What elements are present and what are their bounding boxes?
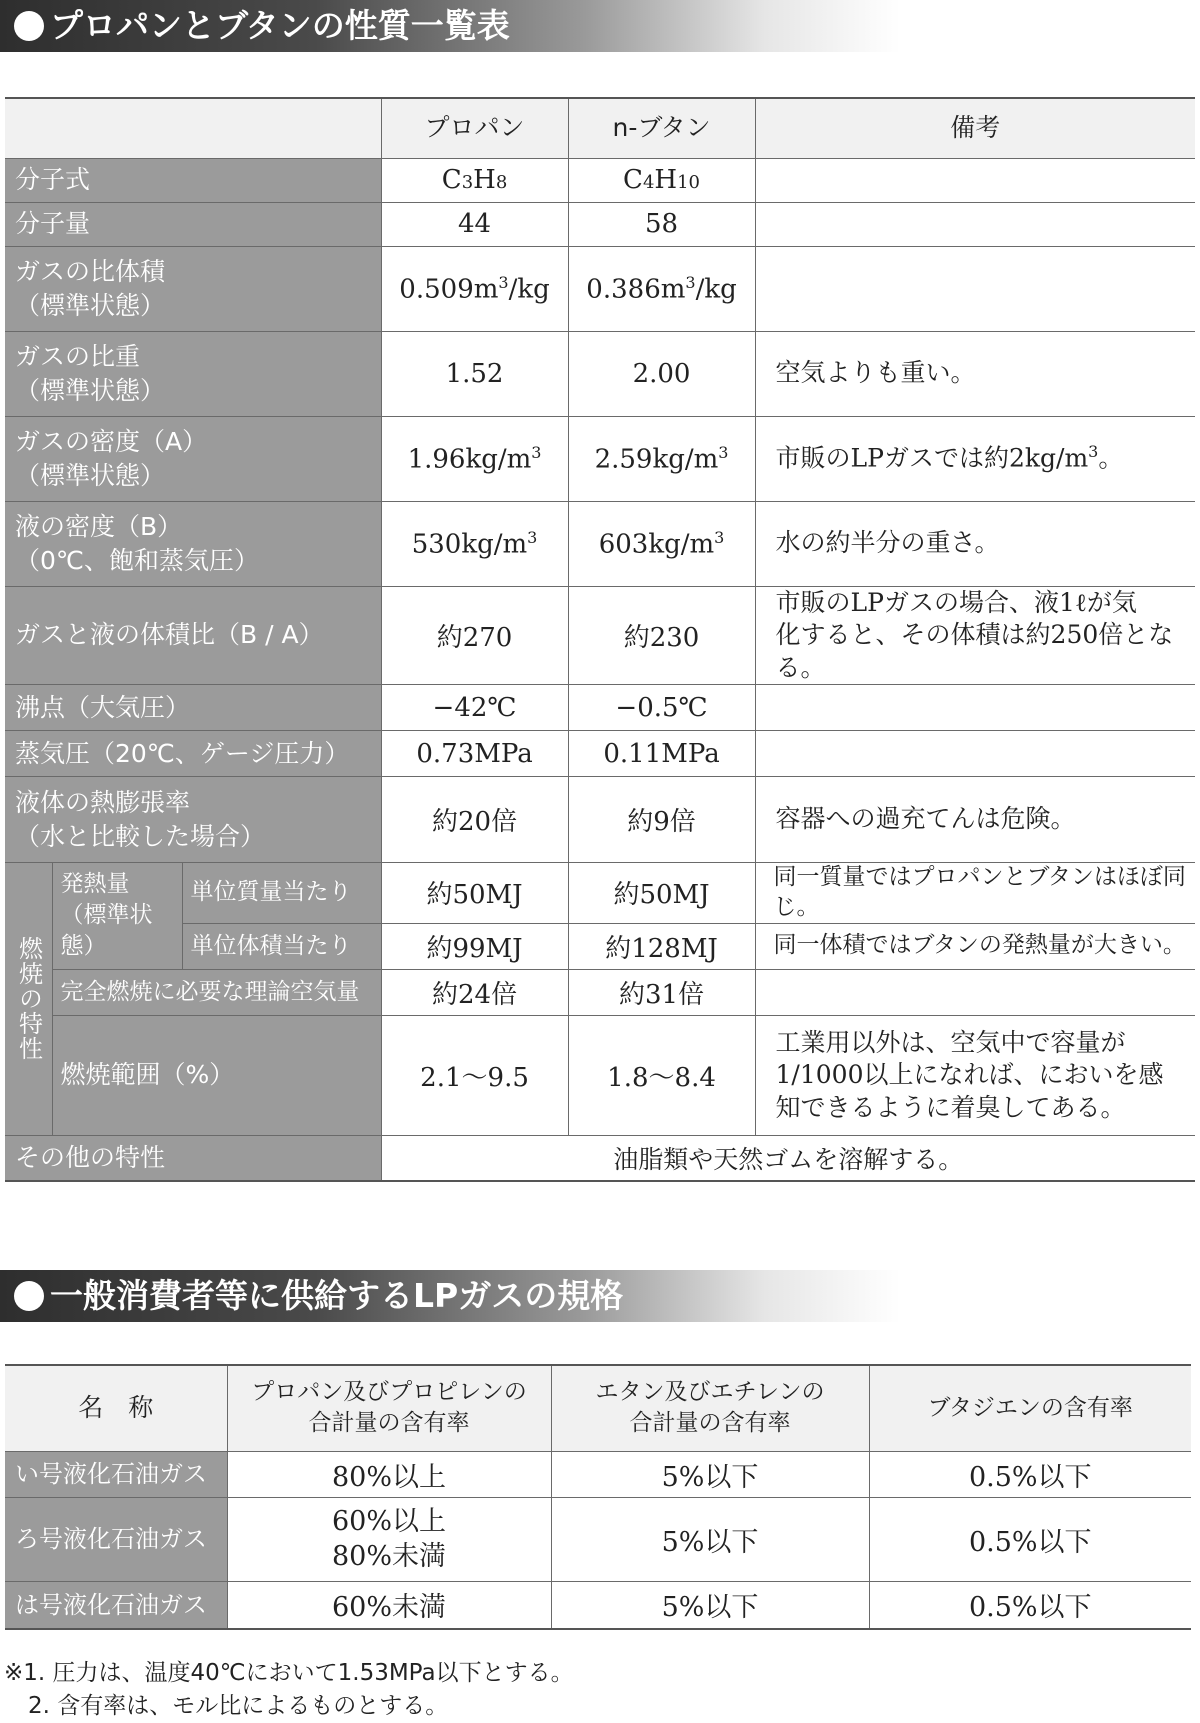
gas-name: ろ号液化石油ガス [5,1497,227,1581]
remark [755,246,1195,331]
table-row [5,586,1195,685]
table-row [5,158,1195,202]
butadiene-content: 0.5%以下 [869,1497,1191,1581]
row-label: ガスと液の体積比（B / A） [5,586,381,685]
header-ethane: エタン及びエチレンの 合計量の含有率 [551,1365,869,1451]
table-row [5,969,1195,1015]
remark [755,202,1195,246]
row-label: ガスの比重 （標準状態） [5,331,381,416]
row-label: 単位質量当たり [182,863,381,924]
propane-value: $530kg/m^3$ [381,501,568,586]
propane-value: −42℃ [381,685,568,731]
propane-value: C3H8 [381,158,568,202]
remark: 市販のLPガスの場合、液1ℓが気 化すると、その体積は約250倍となる。 [755,586,1195,685]
table-row [5,1497,1191,1581]
table-row [5,501,1195,586]
table-row [5,777,1195,863]
header-butane: n-ブタン [568,98,755,158]
remark: 水の約半分の重さ。 [755,501,1195,586]
bullet-icon [14,1281,44,1311]
propane-value: 1.52 [381,331,568,416]
row-label: 液体の熱膨張率 （水と比較した場合） [5,777,381,863]
table-row [5,863,1195,924]
propane-content: 60%未満 [227,1581,551,1629]
footnotes [4,1657,574,1723]
table-row [5,1135,1195,1181]
row-label: 沸点（大気圧） [5,685,381,731]
table-row [5,1581,1191,1629]
combustion-group-label: 燃焼の特性 [5,863,52,1136]
row-label: 単位体積当たり [182,923,381,969]
propane-value: 約24倍 [381,969,568,1015]
row-label: 分子量 [5,202,381,246]
header-propane: プロパン及びプロピレンの 合計量の含有率 [227,1365,551,1451]
header-row [5,1365,1191,1451]
row-label: その他の特性 [5,1135,381,1181]
butane-value: 約230 [568,586,755,685]
row-label: ガスの密度（A） （標準状態） [5,416,381,501]
footnote: ※1. 圧力は、温度40℃において1.53MPa以下とする。 [4,1660,574,1686]
remark: 市販のLPガスでは約$2kg/m^3$。 [755,416,1195,501]
butane-value: 2.00 [568,331,755,416]
ethane-content: 5%以下 [551,1451,869,1497]
butane-value: 約31倍 [568,969,755,1015]
remark: 工業用以外は、空気中で容量が 1/1000以上になれば、においを感 知できるように着臭してある。 [755,1015,1195,1135]
table-row [5,246,1195,331]
butane-value: −0.5℃ [568,685,755,731]
row-label: 燃焼範囲（%） [52,1015,381,1135]
remark [755,731,1195,777]
butane-value: 58 [568,202,755,246]
section-header-standards [0,1270,900,1322]
butane-value: 1.8〜8.4 [568,1015,755,1135]
header-propane: プロパン [381,98,568,158]
header-name: 名 称 [5,1365,227,1451]
gas-name: は号液化石油ガス [5,1581,227,1629]
table-row [5,923,1195,969]
header-butadiene: ブタジエンの含有率 [869,1365,1191,1451]
remark: 同一体積ではブタンの発熱量が大きい。 [755,923,1195,969]
remark [755,969,1195,1015]
bullet-icon [14,11,44,41]
other-value: 油脂類や天然ゴムを溶解する。 [381,1135,1195,1181]
gas-name: い号液化石油ガス [5,1451,227,1497]
butane-value: $2.59kg/m^3$ [568,416,755,501]
propane-value: 44 [381,202,568,246]
butane-value: 約9倍 [568,777,755,863]
propane-content: 80%以上 [227,1451,551,1497]
butadiene-content: 0.5%以下 [869,1451,1191,1497]
remark: 同一質量ではプロパンとブタンはほぼ同じ。 [755,863,1195,924]
remark: 容器への過充てんは危険。 [755,777,1195,863]
propane-value: 約20倍 [381,777,568,863]
propane-content: 60%以上 80%未満 [227,1497,551,1581]
propane-value: 約50MJ [381,863,568,924]
butane-value: 0.11MPa [568,731,755,777]
table-row [5,1015,1195,1135]
section-title: プロパンとブタンの性質一覧表 [50,6,510,45]
butane-value: $603kg/m^3$ [568,501,755,586]
remark [755,685,1195,731]
ethane-content: 5%以下 [551,1581,869,1629]
table-row [5,202,1195,246]
row-label: 蒸気圧（20℃、ゲージ圧力） [5,731,381,777]
table-row [5,731,1195,777]
butane-value: $0.386m^3/kg$ [568,246,755,331]
standards-table [5,1364,1191,1630]
header-remarks: 備考 [755,98,1195,158]
row-label: 液の密度（B） （0℃、飽和蒸気圧） [5,501,381,586]
table-row [5,416,1195,501]
header-blank [5,98,381,158]
row-label: 分子式 [5,158,381,202]
heat-label: 発熱量 （標準状態） [52,863,182,970]
propane-value: 約270 [381,586,568,685]
table-row [5,331,1195,416]
section-header-properties [0,0,900,52]
section-title: 一般消費者等に供給するLPガスの規格 [50,1276,624,1315]
propane-value: 2.1〜9.5 [381,1015,568,1135]
table-row [5,685,1195,731]
propane-value: 0.73MPa [381,731,568,777]
properties-table [5,97,1195,1182]
row-label: 完全燃焼に必要な理論空気量 [52,969,381,1015]
table-row [5,1451,1191,1497]
propane-value: $0.509m^3/kg$ [381,246,568,331]
header-row [5,98,1195,158]
footnote: 2. 含有率は、モル比によるものとする。 [28,1693,449,1719]
ethane-content: 5%以下 [551,1497,869,1581]
propane-value: $1.96kg/m^3$ [381,416,568,501]
remark [755,158,1195,202]
remark: 空気よりも重い。 [755,331,1195,416]
propane-value: 約99MJ [381,923,568,969]
butane-value: 約128MJ [568,923,755,969]
butane-value: C4H10 [568,158,755,202]
butane-value: 約50MJ [568,863,755,924]
row-label: ガスの比体積 （標準状態） [5,246,381,331]
butadiene-content: 0.5%以下 [869,1581,1191,1629]
